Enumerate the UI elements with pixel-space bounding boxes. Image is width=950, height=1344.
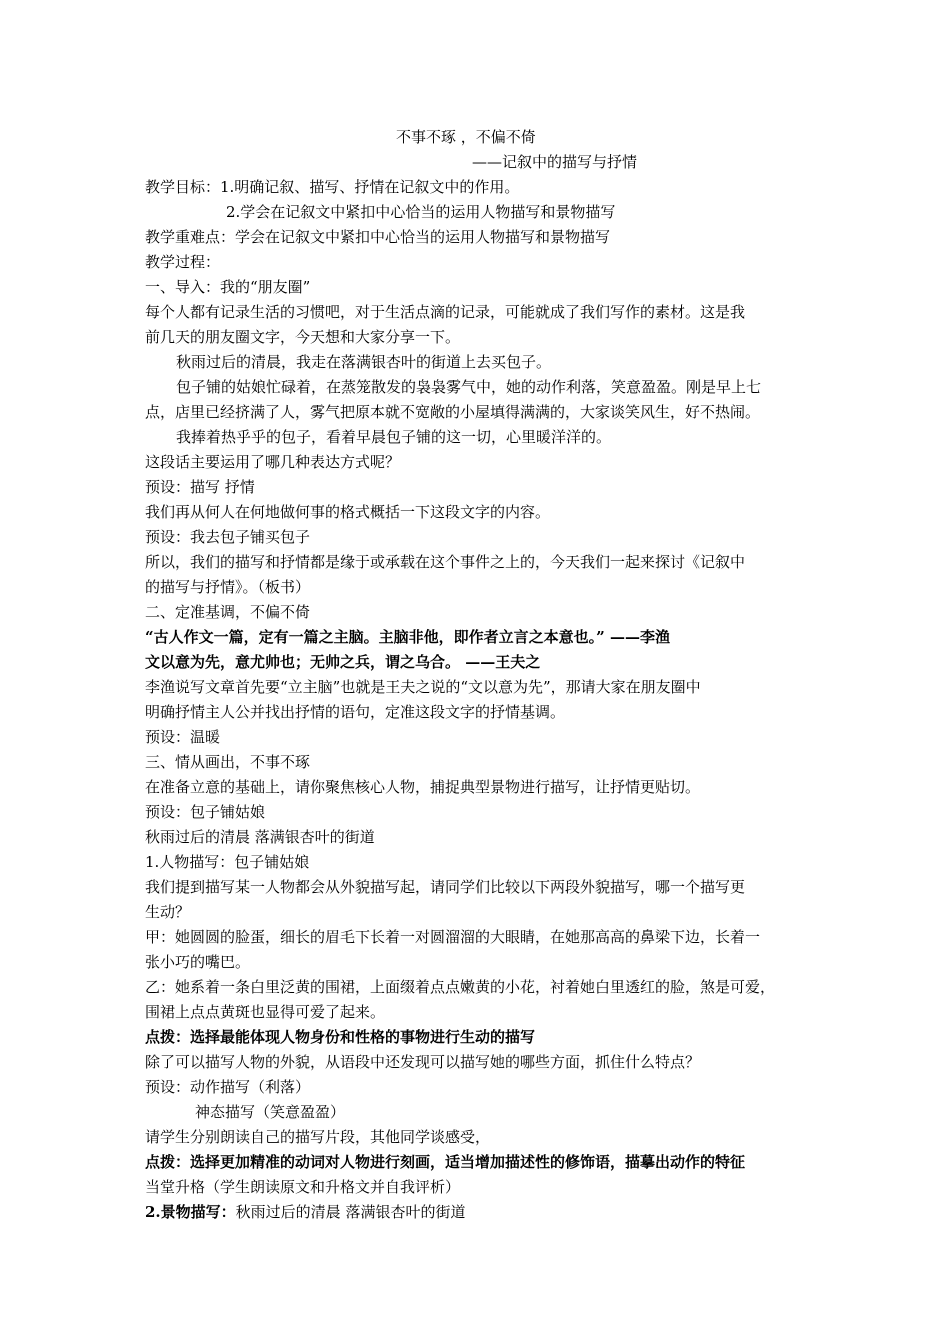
- paragraph-line: 生动？: [145, 903, 191, 921]
- subsection-heading-bold: 2.景物描写：: [145, 1203, 236, 1221]
- paragraph-line: 前几天的朋友圈文字，今天想和大家分享一下。: [145, 328, 461, 346]
- paragraph-line: 明确抒情主人公并找出抒情的语句，定准这段文字的抒情基调。: [145, 703, 566, 721]
- paragraph-line: 我们再从何人在何地做何事的格式概括一下这段文字的内容。: [145, 503, 551, 521]
- teaching-goal-2: 2.学会在记叙文中紧扣中心恰当的运用人物描写和景物描写: [226, 203, 616, 221]
- bold-quote-line: “古人作文一篇，定有一篇之主脑。主脑非他，即作者立言之本意也。” ——李渔: [145, 628, 670, 646]
- teaching-process-heading: 教学过程：: [145, 253, 221, 271]
- subsection-heading: 1.人物描写：包子铺姑娘: [145, 853, 310, 871]
- paragraph-line: 请学生分别朗读自己的描写片段，其他同学谈感受，: [145, 1128, 491, 1146]
- doc-subtitle: ——记叙中的描写与抒情: [472, 153, 638, 171]
- paragraph-line: 秋雨过后的清晨 落满银杏叶的街道: [145, 828, 375, 846]
- paragraph-line: 围裙上点点黄斑也显得可爱了起来。: [145, 1003, 386, 1021]
- bold-tip-line: 点拨：选择更加精准的动词对人物进行刻画，适当增加描述性的修饰语，描摹出动作的特征: [145, 1153, 746, 1171]
- paragraph-line: 甲：她圆圆的脸蛋，细长的眉毛下长着一对圆溜溜的大眼睛，在她那高高的鼻梁下边，长着一: [145, 928, 761, 946]
- quote-line: 包子铺的姑娘忙碌着，在蒸笼散发的袅袅雾气中，她的动作利落，笑意盈盈。刚是早上七: [176, 378, 762, 396]
- section-2-heading: 二、定准基调，不偏不倚: [145, 603, 311, 621]
- paragraph-line: 除了可以描写人物的外貌，从语段中还发现可以描写她的哪些方面，抓住什么特点？: [145, 1053, 701, 1071]
- quote-line: 秋雨过后的清晨，我走在落满银杏叶的街道上去买包子。: [176, 353, 552, 371]
- bold-quote-line: 文以意为先，意尤帅也；无帅之兵，谓之乌合。 ——王夫之: [145, 653, 541, 671]
- quote-line: 点，店里已经挤满了人，雾气把原本就不宽敞的小屋填得满满的，大家谈笑风生，好不热闹。: [145, 403, 761, 421]
- paragraph-line: 预设：温暖: [145, 728, 221, 746]
- paragraph-line: 预设：描写 抒情: [145, 478, 255, 496]
- paragraph-line: 预设：我去包子铺买包子: [145, 528, 311, 546]
- paragraph-line: 预设：包子铺姑娘: [145, 803, 266, 821]
- doc-title: 不事不琢 ，不偏不倚: [396, 128, 536, 146]
- paragraph-line: 所以，我们的描写和抒情都是缘于或承载在这个事件之上的，今天我们一起来探讨《记叙中: [145, 553, 746, 571]
- paragraph-line: 预设：动作描写（利落）: [145, 1078, 311, 1096]
- quote-line: 我捧着热乎乎的包子，看着早晨包子铺的这一切，心里暖洋洋的。: [176, 428, 612, 446]
- section-1-heading: 一、导入：我的“朋友圈”: [145, 278, 311, 296]
- paragraph-line: 在准备立意的基础上，请你聚焦核心人物，捕捉典型景物进行描写，让抒情更贴切。: [145, 778, 701, 796]
- paragraph-line: 张小巧的嘴巴。: [145, 953, 251, 971]
- paragraph-line: 我们提到描写某一人物都会从外貌描写起，请同学们比较以下两段外貌描写，哪一个描写更: [145, 878, 746, 896]
- paragraph-line: 神态描写（笑意盈盈）: [195, 1103, 346, 1121]
- paragraph-line: 这段话主要运用了哪几种表达方式呢？: [145, 453, 401, 471]
- paragraph-line: 乙：她系着一条白里泛黄的围裙，上面缀着点点嫩黄的小花，衬着她白里透红的脸，煞是可爱，: [145, 978, 776, 996]
- section-3-heading: 三、情从画出，不事不琢: [145, 753, 311, 771]
- teaching-focus: 教学重难点：学会在记叙文中紧扣中心恰当的运用人物描写和景物描写: [145, 228, 611, 246]
- paragraph-line: 当堂升格（学生朗读原文和升格文并自我评析）: [145, 1178, 461, 1196]
- subsection-heading-rest: 秋雨过后的清晨 落满银杏叶的街道: [235, 1203, 466, 1221]
- subsection-heading: [145, 1202, 465, 1222]
- paragraph-line: 的描写与抒情》。（板书）: [145, 578, 311, 596]
- bold-tip-line: 点拨：选择最能体现人物身份和性格的事物进行生动的描写: [145, 1028, 536, 1046]
- teaching-goal-1: 教学目标：1.明确记叙、描写、抒情在记叙文中的作用。: [145, 178, 520, 196]
- paragraph-line: 每个人都有记录生活的习惯吧，对于生活点滴的记录，可能就成了我们写作的素材。这是我: [145, 303, 746, 321]
- paragraph-line: 李渔说写文章首先要“立主脑”也就是王夫之说的“文以意为先”，那请大家在朋友圈中: [145, 678, 701, 696]
